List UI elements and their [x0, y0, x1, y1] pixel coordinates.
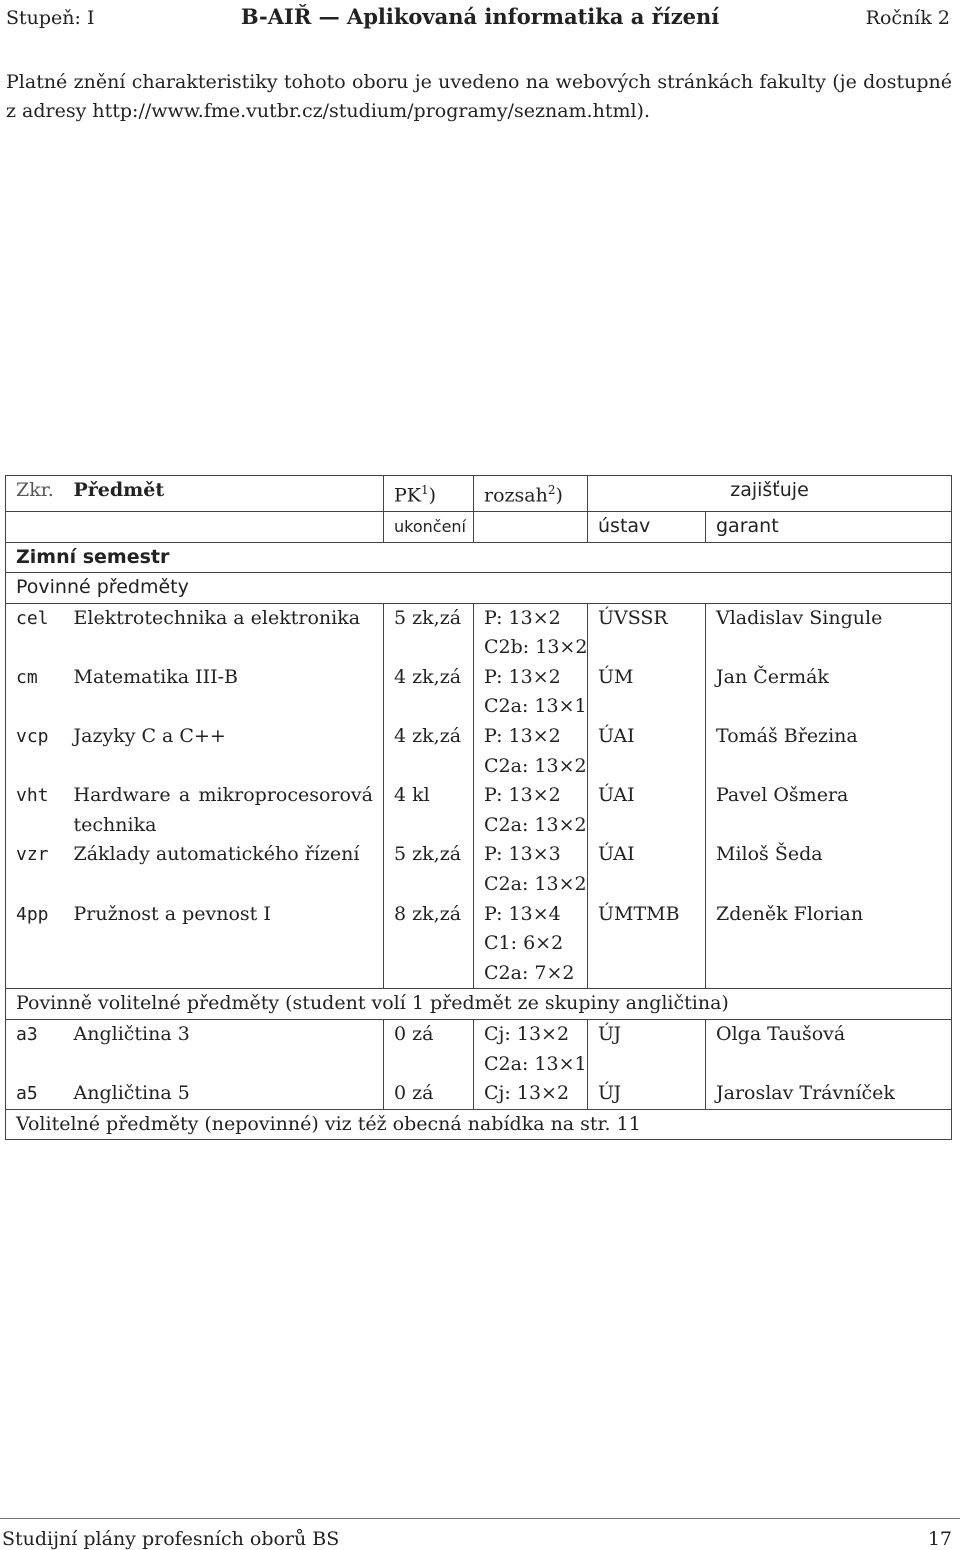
course-table-wrapper	[5, 475, 951, 1140]
row-zkr: a3	[16, 1024, 38, 1046]
row-zkr: 4pp	[16, 903, 49, 925]
row-ustav: ÚAI	[598, 784, 635, 807]
row-garant: Miloš Šeda	[706, 840, 952, 899]
sub-ukonceni: ukončení	[384, 511, 474, 542]
section-volitelne-row	[6, 989, 952, 1020]
table-row	[6, 1020, 952, 1080]
rozsah-line: P: 13×2	[484, 606, 561, 629]
row-rozsah	[474, 722, 588, 781]
rozsah-line: C2a: 13×2	[484, 754, 587, 777]
row-predmet: Hardware a mikroprocesorová technika	[73, 784, 373, 836]
col-predmet: Předmět	[64, 476, 384, 512]
table-row	[6, 840, 952, 899]
table-header-row	[6, 476, 952, 512]
row-ustav: ÚJ	[598, 1082, 622, 1105]
row-pk: 8 zk,zá	[384, 900, 474, 989]
rozsah-line: C2a: 7×2	[484, 961, 575, 984]
table-row	[6, 900, 952, 989]
row-pk: 0 zá	[384, 1020, 474, 1080]
section-povinne: Povinné předměty	[6, 573, 952, 604]
rozsah-line: Cj: 13×2	[484, 1023, 570, 1046]
col-rozsah-sup: 2	[547, 483, 556, 497]
row-predmet: Elektrotechnika a elektronika	[64, 603, 384, 663]
row-garant: Pavel Ošmera	[706, 781, 952, 840]
row-zkr: vzr	[16, 844, 49, 866]
row-predmet: Angličtina 3	[73, 1023, 190, 1046]
row-rozsah	[474, 1079, 588, 1109]
page-header	[6, 4, 950, 30]
row-pk: 4 kl	[384, 781, 474, 840]
section-zimni-row	[6, 542, 952, 573]
row-pk: 0 zá	[384, 1079, 474, 1109]
row-garant: Zdeněk Florian	[706, 900, 952, 989]
table-row	[6, 1079, 952, 1109]
section-povinne-row	[6, 573, 952, 604]
row-garant: Tomáš Březina	[706, 722, 952, 781]
table-row	[6, 603, 952, 663]
rozsah-line: C2b: 13×2	[484, 636, 588, 659]
rocnik-label: Ročník 2	[865, 7, 950, 29]
stupen-label: Stupeň: I	[6, 7, 95, 29]
intro-paragraph: Platné znění charakteristiky tohoto oboru je uvedeno na webových stránkách fakulty (je dostupné z adresy http://www.fme.vutbr.cz/studium/programy/seznam.html).	[6, 71, 952, 122]
row-zkr: cm	[16, 666, 38, 688]
row-pk: 4 zk,zá	[384, 663, 474, 722]
row-rozsah	[474, 1020, 588, 1080]
row-ustav: ÚM	[598, 665, 634, 688]
sub-garant: garant	[706, 511, 952, 542]
row-predmet: Angličtina 5	[73, 1082, 190, 1105]
rozsah-line: P: 13×3	[484, 843, 561, 866]
row-garant: Olga Taušová	[706, 1020, 952, 1080]
rozsah-line: C2a: 13×2	[484, 813, 587, 836]
program-title: B-AIŘ — Aplikovaná informatika a řízení	[240, 4, 720, 29]
row-predmet: Základy automatického řízení	[73, 843, 360, 866]
rozsah-line: C2a: 13×1	[484, 695, 587, 718]
rozsah-line: Cj: 13×2	[484, 1082, 570, 1105]
footer-title: Studijní plány profesních oborů BS	[2, 1528, 340, 1550]
row-garant: Jan Čermák	[706, 663, 952, 722]
row-predmet: Jazyky C a C++	[73, 725, 226, 748]
col-zkr: Zkr.	[6, 476, 64, 512]
table-row	[6, 722, 952, 781]
rozsah-line: P: 13×2	[484, 784, 561, 807]
row-rozsah	[474, 840, 588, 899]
row-ustav: ÚAI	[598, 843, 635, 866]
course-table	[5, 475, 952, 1140]
rozsah-line: P: 13×4	[484, 902, 561, 925]
page-footer	[2, 1528, 952, 1550]
footer-divider	[0, 1518, 960, 1519]
row-ustav: ÚMTMB	[598, 902, 680, 925]
section-volitelne: Povinně volitelné předměty (student volí 1 předmět ze skupiny angličtina)	[6, 989, 952, 1020]
rozsah-line: P: 13×2	[484, 725, 561, 748]
col-rozsah: rozsah$^2$)	[474, 476, 588, 512]
table-subheader-row	[6, 511, 952, 542]
row-rozsah	[474, 900, 588, 989]
row-predmet: Matematika III-B	[73, 665, 238, 688]
row-pk: 4 zk,zá	[384, 722, 474, 781]
row-ustav: ÚVSSR	[588, 603, 706, 663]
row-zkr: vcp	[16, 726, 49, 748]
row-ustav: ÚAI	[598, 725, 635, 748]
col-pk: $PK^1$)	[384, 476, 474, 512]
row-predmet: Pružnost a pevnost I	[73, 902, 271, 925]
sub-ustav: ústav	[588, 511, 706, 542]
col-pk-label: PK	[394, 484, 421, 507]
row-pk: 5 zk,zá	[384, 840, 474, 899]
col-rozsah-label: rozsah	[484, 484, 548, 507]
page-number: 17	[927, 1528, 952, 1550]
section-zimni: Zimní semestr	[6, 542, 952, 573]
col-zajistuje: zajišťuje	[588, 476, 952, 512]
row-zkr: a5	[16, 1083, 38, 1105]
rozsah-line: C1: 6×2	[484, 932, 564, 955]
table-row	[6, 663, 952, 722]
rozsah-line: P: 13×2	[484, 665, 561, 688]
row-rozsah	[474, 781, 588, 840]
row-zkr: vht	[16, 785, 49, 807]
row-ustav: ÚJ	[598, 1023, 622, 1046]
row-rozsah	[474, 603, 588, 663]
rozsah-line: C2a: 13×2	[484, 873, 587, 896]
row-garant: Jaroslav Trávníček	[706, 1079, 952, 1109]
row-zkr: cel	[6, 603, 64, 663]
row-pk: 5 zk,zá	[384, 603, 474, 663]
rozsah-line: C2a: 13×1	[484, 1052, 587, 1075]
col-pk-sup: 1	[420, 483, 429, 497]
section-nepovinne-row	[6, 1109, 952, 1140]
row-rozsah	[474, 663, 588, 722]
table-row	[6, 781, 952, 840]
row-garant: Vladislav Singule	[706, 603, 952, 663]
section-nepovinne: Volitelné předměty (nepovinné) viz též obecná nabídka na str. 11	[6, 1109, 952, 1140]
